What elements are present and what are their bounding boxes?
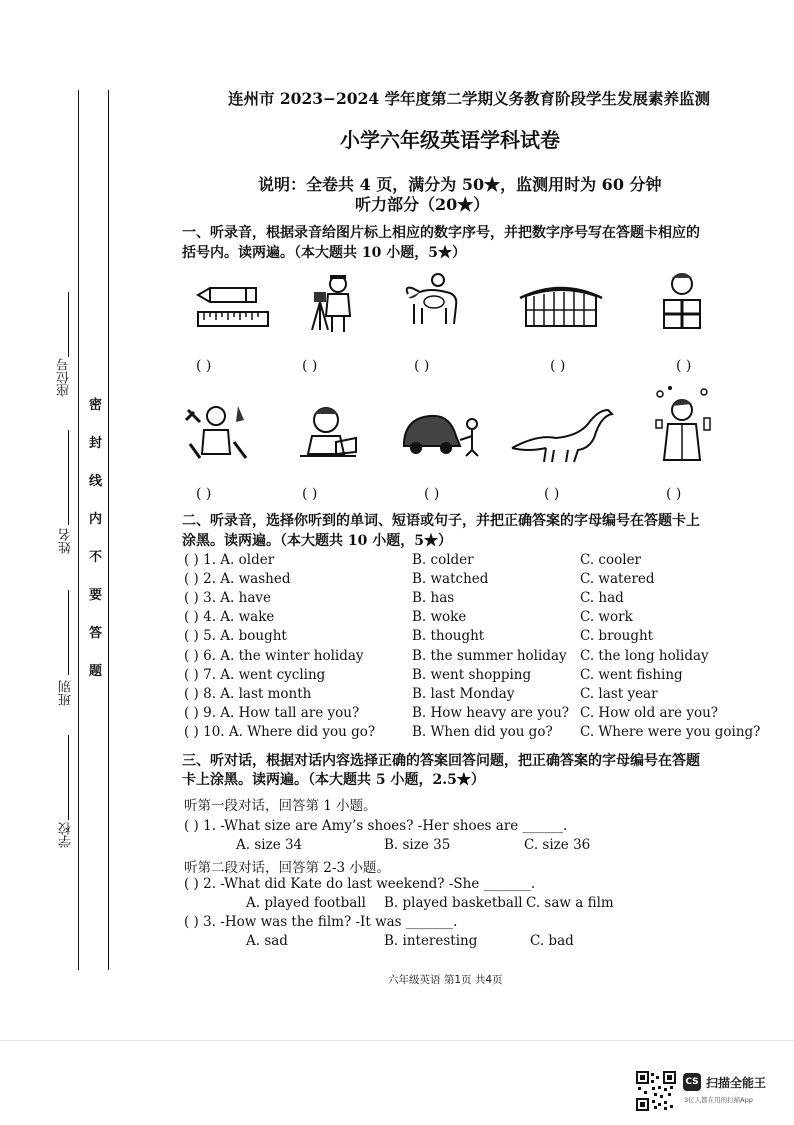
section3-instruction-line1: 三、听对话，根据对话内容选择正确的答案回答问题，把正确答案的字母编号在答题 [182,753,700,769]
seal-char: 不 [89,550,103,565]
seal-char: 密 [89,398,103,413]
camscanner-logo-icon: CS [683,1073,701,1091]
dialog2-intro: 听第二段对话，回答第 2-3 小题。 [184,860,390,876]
item-option-b[interactable]: B. When did you go? [412,724,553,740]
item-option-a[interactable]: ( ) 1. A. older [184,552,275,568]
car-wash-icon [400,406,486,458]
item-option-b[interactable]: B. woke [412,609,467,625]
section1-instruction-line1: 一、听录音，根据录音给图片标上相应的数字序号，并把数字序号写在答题卡相应的 [182,225,700,241]
seal-char: 题 [89,664,103,679]
item-option-c[interactable]: C. had [580,590,624,606]
item-option-c[interactable]: C. last year [580,686,658,702]
q3-option-a[interactable]: A. sad [246,933,288,949]
section2-instruction-line1: 二、听录音，选择你听到的单词、短语或句子，并把正确答案的字母编号在答题卡上 [182,513,700,529]
item-option-a[interactable]: ( ) 4. A. wake [184,609,275,625]
q1-option-b[interactable]: B. size 35 [384,837,451,853]
class-line [68,590,69,675]
seal-char: 内 [89,512,103,527]
item-option-a[interactable]: ( ) 6. A. the winter holiday [184,648,364,664]
item-option-c[interactable]: C. watered [580,571,655,587]
item-option-a[interactable]: ( ) 10. A. Where did you go? [184,724,376,740]
camscanner-tagline: 3亿人都在用的扫描App [684,1096,753,1104]
exam-info: 说明：全卷共 4 页，满分为 50★，监测用时为 60 分钟 [258,175,662,194]
item-option-a[interactable]: ( ) 8. A. last month [184,686,312,702]
tools-man-icon [182,400,252,464]
seal-char: 封 [89,436,103,451]
dinosaur-icon [508,404,618,464]
question-1[interactable]: ( ) 1. -What size are Amy’s shoes? -Her shoes are ______. [184,818,568,834]
reading-boy-icon [296,402,360,460]
camscanner-name: 扫描全能王 [706,1076,767,1090]
item-option-c[interactable]: C. brought [580,628,654,644]
item-option-b[interactable]: B. watched [412,571,489,587]
seat-number-line [68,292,69,357]
item-option-c[interactable]: C. the long holiday [580,648,709,664]
school-line [68,735,69,820]
q2-option-b[interactable]: B. played basketball [384,895,523,911]
answer-paren[interactable]: ( ) [424,486,440,502]
q1-option-c[interactable]: C. size 36 [524,837,591,853]
question-3[interactable]: ( ) 3. -How was the film? -It was _______. [184,914,458,930]
item-option-c[interactable]: C. Where were you going? [580,724,761,740]
name-line [68,430,69,525]
section3-instruction-line2: 卡上涂黑。读两遍。（本大题共 5 小题，2.5★） [182,772,485,788]
binding-line-inner [108,90,109,970]
q2-option-c[interactable]: C. saw a film [526,895,614,911]
scientist-icon [652,384,714,462]
answer-paren[interactable]: ( ) [544,486,560,502]
boy-gift-icon [656,270,708,332]
item-option-a[interactable]: ( ) 3. A. have [184,590,271,606]
dialog1-intro: 听第一段对话，回答第 1 小题。 [184,798,377,814]
exam-title-line2: 小学六年级英语学科试卷 [340,128,560,152]
school-label: 学校 [59,822,74,848]
stadium-icon [516,276,606,330]
question-2[interactable]: ( ) 2. -What did Kate do last weekend? -She _______. [184,876,536,892]
seat-number-label: 座位号 [57,358,72,397]
item-option-b[interactable]: B. has [412,590,455,606]
section1-instruction-line2: 括号内。读两遍。（本大题共 10 小题，5★） [182,245,466,261]
section2-instruction-line2: 涂黑。读两遍。（本大题共 10 小题，5★） [182,533,452,549]
answer-paren[interactable]: ( ) [550,358,566,374]
seal-char: 线 [89,474,103,489]
item-option-c[interactable]: C. How old are you? [580,705,719,721]
qr-code-icon [636,1071,676,1111]
item-option-b[interactable]: B. went shopping [412,667,532,683]
answer-paren[interactable]: ( ) [196,358,212,374]
answer-paren[interactable]: ( ) [302,486,318,502]
item-option-a[interactable]: ( ) 5. A. bought [184,628,287,644]
answer-paren[interactable]: ( ) [302,358,318,374]
item-option-b[interactable]: B. How heavy are you? [412,705,569,721]
name-label: 姓名 [59,528,74,554]
item-option-b[interactable]: B. the summer holiday [412,648,567,664]
item-option-c[interactable]: C. went fishing [580,667,683,683]
answer-paren[interactable]: ( ) [196,486,212,502]
class-label: 班别 [59,680,74,706]
q3-option-c[interactable]: C. bad [530,933,574,949]
answer-paren[interactable]: ( ) [666,486,682,502]
seal-char: 要 [89,588,103,603]
q3-option-b[interactable]: B. interesting [384,933,478,949]
milking-cow-icon [400,272,464,330]
item-option-a[interactable]: ( ) 9. A. How tall are you? [184,705,360,721]
answer-paren[interactable]: ( ) [676,358,692,374]
pencil-ruler-icon [196,282,270,332]
binding-line-outer [78,90,79,970]
listening-part-heading: 听力部分（20★） [355,195,490,214]
answer-paren[interactable]: ( ) [414,358,430,374]
seal-char: 答 [89,626,103,641]
q2-option-a[interactable]: A. played football [246,895,366,911]
item-option-b[interactable]: B. colder [412,552,474,568]
item-option-a[interactable]: ( ) 7. A. went cycling [184,667,326,683]
item-option-c[interactable]: C. work [580,609,633,625]
page-footer: 六年级英语 第1页 共4页 [388,974,503,986]
item-option-b[interactable]: B. thought [412,628,485,644]
item-option-a[interactable]: ( ) 2. A. washed [184,571,291,587]
photographer-icon [304,272,364,334]
item-option-b[interactable]: B. last Monday [412,686,515,702]
exam-title-line1: 连州市 2023−2024 学年度第二学期义务教育阶段学生发展素养监测 [228,89,711,108]
item-option-c[interactable]: C. cooler [580,552,642,568]
q1-option-a[interactable]: A. size 34 [236,837,303,853]
